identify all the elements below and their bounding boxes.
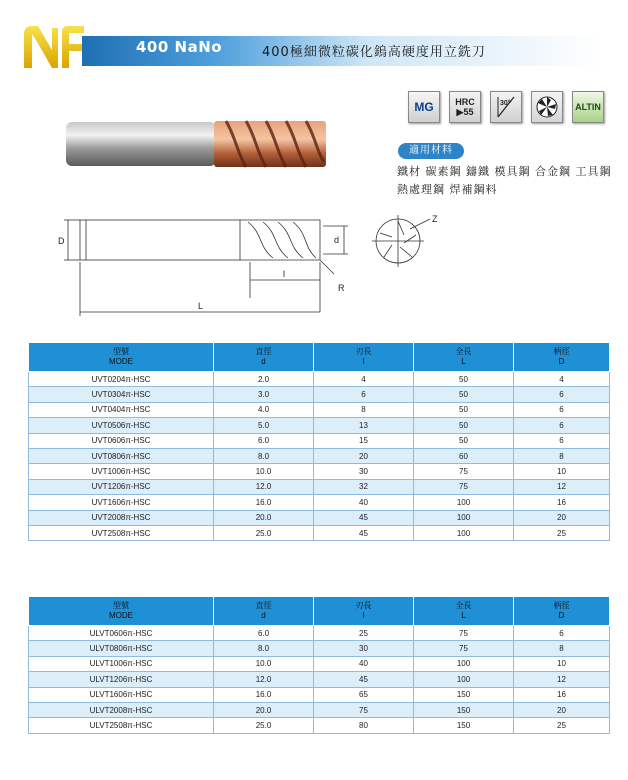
table-cell: 8 xyxy=(314,402,414,417)
helix-angle-badge-icon xyxy=(490,91,522,123)
table-cell: 8 xyxy=(514,448,610,463)
table-cell: 12.0 xyxy=(214,672,314,687)
table-cell: 45 xyxy=(314,525,414,540)
col-model: 型號 MODE xyxy=(29,343,214,372)
table-cell: 8 xyxy=(514,641,610,656)
table-cell: 6 xyxy=(314,387,414,402)
table-cell: 50 xyxy=(414,387,514,402)
table-cell: 20 xyxy=(514,510,610,525)
feature-badges xyxy=(408,91,604,123)
table-cell: 100 xyxy=(414,495,514,510)
table-cell: 15 xyxy=(314,433,414,448)
table-cell: 6.0 xyxy=(214,433,314,448)
table-row xyxy=(29,448,610,463)
flute-count-badge-icon xyxy=(531,91,563,123)
dim-d: d xyxy=(334,235,340,245)
table-cell: ULVT0606π-HSC xyxy=(29,626,214,641)
table-cell: UVT1206π-HSC xyxy=(29,479,214,494)
materials-line-2: 熱處理鋼 焊補鋼料 xyxy=(397,183,498,196)
table-cell: UVT0806π-HSC xyxy=(29,448,214,463)
table-cell: 75 xyxy=(414,479,514,494)
table-cell: UVT1606π-HSC xyxy=(29,495,214,510)
table-cell: 45 xyxy=(314,510,414,525)
table-row xyxy=(29,387,610,402)
col-model: 型號 MODE xyxy=(29,597,214,626)
table-row xyxy=(29,525,610,540)
table-row xyxy=(29,641,610,656)
table-row xyxy=(29,433,610,448)
table-cell: UVT0606π-HSC xyxy=(29,433,214,448)
table-cell: UVT0404π-HSC xyxy=(29,402,214,417)
helix-angle-icon xyxy=(492,93,520,121)
end-mill-photo xyxy=(66,118,328,172)
table-cell: 16 xyxy=(514,495,610,510)
table-cell: ULVT1206π-HSC xyxy=(29,672,214,687)
col-diameter: 直徑 d xyxy=(214,597,314,626)
table-cell: 16 xyxy=(514,687,610,702)
dim-Z: Z xyxy=(432,214,438,224)
table-cell: 100 xyxy=(414,656,514,671)
table-cell: 20.0 xyxy=(214,702,314,717)
flute-icon xyxy=(534,94,560,120)
table-cell: 30 xyxy=(314,464,414,479)
table-cell: 8.0 xyxy=(214,448,314,463)
mg-badge-icon: MG xyxy=(408,91,440,123)
table-row xyxy=(29,479,610,494)
table-cell: UVT2508π-HSC xyxy=(29,525,214,540)
table-cell: 75 xyxy=(414,641,514,656)
table-row xyxy=(29,464,610,479)
table-cell: 100 xyxy=(414,525,514,540)
table-row xyxy=(29,718,610,733)
table-row xyxy=(29,656,610,671)
table-cell: 4.0 xyxy=(214,402,314,417)
table-cell: ULVT0806π-HSC xyxy=(29,641,214,656)
table-cell: 6 xyxy=(514,402,610,417)
table-cell: 12 xyxy=(514,672,610,687)
spec-table-ulvt xyxy=(28,596,610,734)
table-cell: 20 xyxy=(514,702,610,717)
dim-R: R xyxy=(338,283,345,293)
col-overall-length: 全長 L xyxy=(414,597,514,626)
table-cell: 25 xyxy=(514,718,610,733)
col-flute-length: 刃長 l xyxy=(314,597,414,626)
dim-L: L xyxy=(198,301,204,311)
table-row xyxy=(29,495,610,510)
table-cell: 40 xyxy=(314,495,414,510)
table-cell: 25.0 xyxy=(214,525,314,540)
table-cell: 16.0 xyxy=(214,687,314,702)
brand-logo xyxy=(22,24,86,70)
table-cell: ULVT1006π-HSC xyxy=(29,656,214,671)
table-cell: 50 xyxy=(414,372,514,387)
table-row xyxy=(29,687,610,702)
table-cell: 150 xyxy=(414,702,514,717)
table-cell: 4 xyxy=(314,372,414,387)
technical-drawing xyxy=(58,212,358,320)
table-cell: 20.0 xyxy=(214,510,314,525)
col-flute-length: 刃長 l xyxy=(314,343,414,372)
table-cell: 65 xyxy=(314,687,414,702)
table-cell: 4 xyxy=(514,372,610,387)
table-cell: 40 xyxy=(314,656,414,671)
table-cell: 25 xyxy=(514,525,610,540)
table-cell: 25 xyxy=(314,626,414,641)
table-cell: ULVT1606π-HSC xyxy=(29,687,214,702)
table-cell: 100 xyxy=(414,510,514,525)
col-shank-diameter: 柄徑 D xyxy=(514,343,610,372)
table-cell: 12 xyxy=(514,479,610,494)
table-cell: ULVT2508π-HSC xyxy=(29,718,214,733)
table-cell: 30 xyxy=(314,641,414,656)
table-cell: 16.0 xyxy=(214,495,314,510)
table-cell: 80 xyxy=(314,718,414,733)
table-row xyxy=(29,626,610,641)
table-row xyxy=(29,702,610,717)
materials-tag: 適用材料 xyxy=(398,143,464,159)
table-cell: 6 xyxy=(514,626,610,641)
table-cell: 13 xyxy=(314,418,414,433)
table-cell: 32 xyxy=(314,479,414,494)
table-row xyxy=(29,672,610,687)
table-cell: 100 xyxy=(414,672,514,687)
table-cell: 75 xyxy=(314,702,414,717)
table-cell: UVT1006π-HSC xyxy=(29,464,214,479)
table-row xyxy=(29,402,610,417)
table-cell: 25.0 xyxy=(214,718,314,733)
table-row xyxy=(29,418,610,433)
cross-section-drawing xyxy=(368,209,454,273)
table-row xyxy=(29,372,610,387)
table-cell: 150 xyxy=(414,718,514,733)
table-cell: 75 xyxy=(414,626,514,641)
altin-coating-badge-icon: ALTIN xyxy=(572,91,604,123)
dim-l: l xyxy=(283,269,285,279)
table-cell: 50 xyxy=(414,402,514,417)
materials-list xyxy=(397,163,617,199)
table-cell: UVT0506π-HSC xyxy=(29,418,214,433)
col-shank-diameter: 柄徑 D xyxy=(514,597,610,626)
table-header-row xyxy=(29,343,610,372)
table-cell: ULVT2008π-HSC xyxy=(29,702,214,717)
page-title: 400 NaNo xyxy=(136,38,223,56)
page-subtitle: 400極細微粒碳化鎢高硬度用立銑刀 xyxy=(262,45,486,60)
table-cell: 12.0 xyxy=(214,479,314,494)
table-cell: UVT2008π-HSC xyxy=(29,510,214,525)
table-cell: 45 xyxy=(314,672,414,687)
col-overall-length: 全長 L xyxy=(414,343,514,372)
table-cell: 150 xyxy=(414,687,514,702)
table-cell: 5.0 xyxy=(214,418,314,433)
table-cell: UVT0304π-HSC xyxy=(29,387,214,402)
table-cell: 6 xyxy=(514,418,610,433)
table-cell: 6 xyxy=(514,387,610,402)
materials-line-1: 鐵材 碳素鋼 鑄鐵 模具鋼 合金鋼 工具鋼 xyxy=(397,165,612,178)
table-cell: 10.0 xyxy=(214,656,314,671)
table-cell: 60 xyxy=(414,448,514,463)
table-cell: 75 xyxy=(414,464,514,479)
table-cell: 6.0 xyxy=(214,626,314,641)
table-header-row xyxy=(29,597,610,626)
svg-text:30°: 30° xyxy=(500,100,511,107)
dim-D: D xyxy=(58,236,65,246)
table-row xyxy=(29,510,610,525)
table-cell: 10 xyxy=(514,464,610,479)
table-cell: 50 xyxy=(414,418,514,433)
table-cell: UVT0204π-HSC xyxy=(29,372,214,387)
col-diameter: 直徑 d xyxy=(214,343,314,372)
table-cell: 50 xyxy=(414,433,514,448)
spec-table-uvt xyxy=(28,342,610,541)
hrc-badge-icon: HRC ▶55 xyxy=(449,91,481,123)
table-cell: 20 xyxy=(314,448,414,463)
table-cell: 6 xyxy=(514,433,610,448)
table-cell: 8.0 xyxy=(214,641,314,656)
table-cell: 10 xyxy=(514,656,610,671)
table-cell: 2.0 xyxy=(214,372,314,387)
table-cell: 3.0 xyxy=(214,387,314,402)
table-cell: 10.0 xyxy=(214,464,314,479)
